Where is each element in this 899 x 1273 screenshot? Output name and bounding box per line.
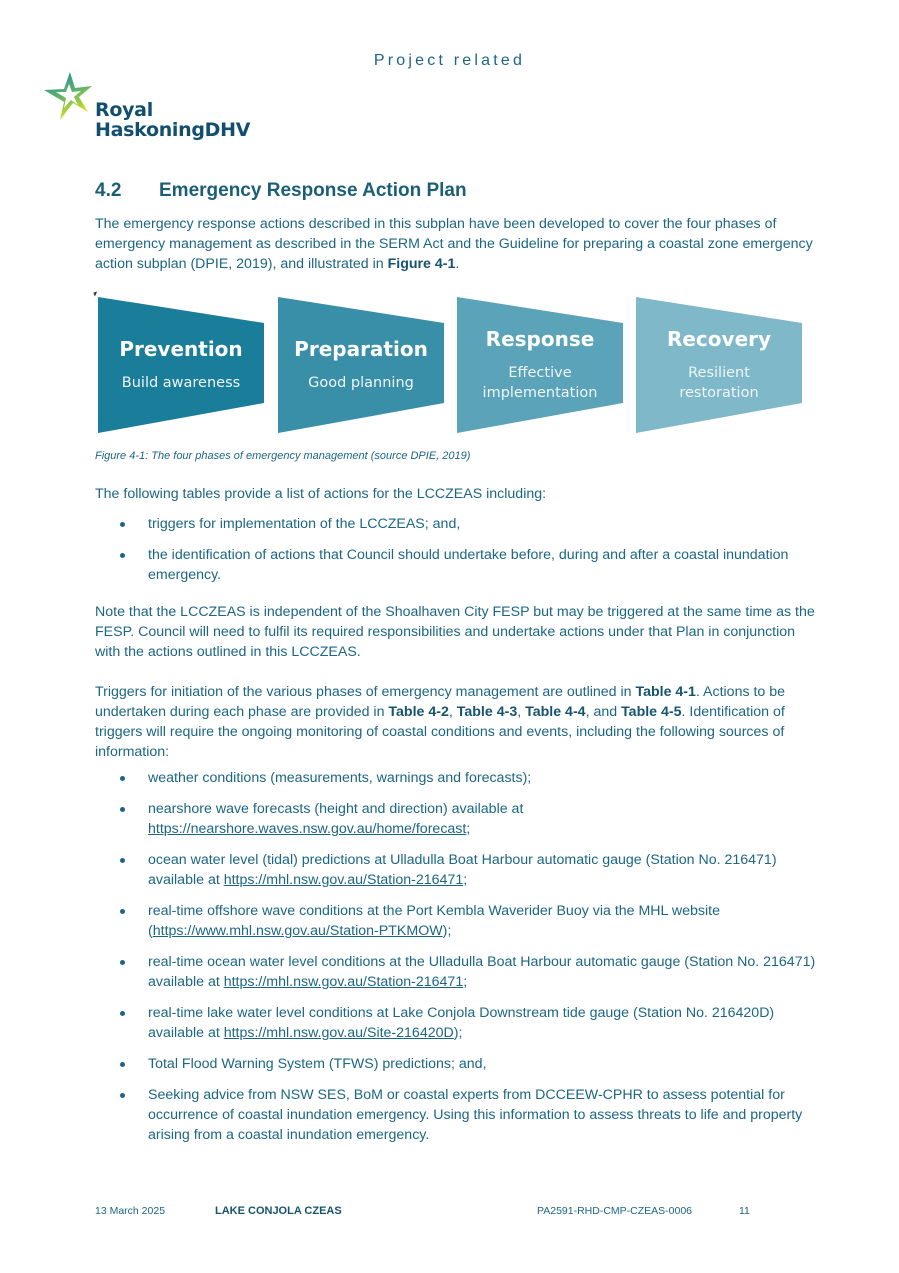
bullet-icon: [120, 909, 125, 914]
list-item: the identification of actions that Council should undertake before, during and after a coastal inundation emergency.: [95, 545, 825, 585]
table-reference[interactable]: Table 4-4: [525, 704, 586, 720]
phase-response: Response Effective implementation: [457, 297, 623, 433]
table-reference[interactable]: Table 4-5: [621, 704, 682, 720]
bullet-icon: [120, 553, 125, 558]
section-heading: [95, 180, 467, 202]
table-reference[interactable]: Table 4-3: [456, 704, 518, 720]
table-reference[interactable]: Table 4-2: [388, 704, 449, 720]
section-title: Emergency Response Action Plan: [159, 180, 467, 201]
station-216471-link[interactable]: https://mhl.nsw.gov.au/Station-216471: [223, 872, 464, 888]
actions-list: [95, 514, 825, 596]
station-216471-link[interactable]: https://mhl.nsw.gov.au/Station-216471: [223, 974, 464, 990]
footer-page-number: 11: [739, 1205, 750, 1217]
table-reference[interactable]: Table 4-1: [635, 684, 696, 700]
mouse-cursor-icon: [93, 291, 98, 296]
sources-list: [95, 768, 825, 1156]
bullet-icon: [120, 858, 125, 863]
list-item: real-time lake water level conditions at Lake Conjola Downstream tide gauge (Station No. 216420D) available at https://mhl.nsw.gov.au/Site-216420D);: [95, 1003, 825, 1043]
bullet-icon: [120, 1093, 125, 1098]
station-ptkmow-link[interactable]: https://www.mhl.nsw.gov.au/Station-PTKMOW: [152, 923, 443, 939]
bullet-icon: [120, 522, 125, 527]
list-item: ocean water level (tidal) predictions at Ulladulla Boat Harbour automatic gauge (Station No. 216471) available at https://mhl.nsw.gov.au/Station-216471;: [95, 850, 825, 890]
figure-reference[interactable]: Figure 4-1: [387, 256, 456, 272]
nearshore-forecast-link[interactable]: https://nearshore.waves.nsw.gov.au/home/forecast: [148, 821, 467, 837]
footer-date: 13 March 2025: [95, 1205, 166, 1217]
list-item: real-time offshore wave conditions at the Port Kembla Waverider Buoy via the MHL website (https://www.mhl.nsw.gov.au/Station-PTKMOW);: [95, 901, 825, 941]
bullet-icon: [120, 1011, 125, 1016]
list-item: Seeking advice from NSW SES, BoM or coastal experts from DCCEEW-CPHR to assess potential for occurrence of coastal inundation emergency. Using this information to assess threats to life and property arising from a coastal inundation emergency.: [95, 1085, 825, 1145]
figure-caption: Figure 4-1: The four phases of emergency management (source DPIE, 2019): [95, 450, 471, 462]
bullet-icon: [120, 960, 125, 965]
note-paragraph: Note that the LCCZEAS is independent of the Shoalhaven City FESP but may be triggered at the same time as the FESP. Council will need to fulfil its required responsibilities and undertake actions under that Plan in conjunction with the actions outlined in this LCCZEAS.: [95, 604, 815, 660]
list-item: Total Flood Warning System (TFWS) predictions; and,: [95, 1054, 825, 1074]
footer-doc-id: PA2591-RHD-CMP-CZEAS-0006: [537, 1205, 693, 1217]
list-item: real-time ocean water level conditions at the Ulladulla Boat Harbour automatic gauge (Station No. 216471) available at https://mhl.nsw.gov.au/Station-216471;: [95, 952, 825, 992]
phase-prevention: Prevention Build awareness: [98, 297, 264, 433]
bullet-icon: [120, 1062, 125, 1067]
triggers-paragraph: Triggers for initiation of the various phases of emergency management are outlined in Table 4-1. Actions to be undertaken during each phase are provided in Table 4-2, Table 4-3, Table 4-4, and Table 4-5. Identification of triggers will require the ongoing monitoring of coastal conditions and events, including the following sources of information:: [95, 684, 786, 760]
list-item: triggers for implementation of the LCCZEAS; and,: [95, 514, 825, 534]
list-item: nearshore wave forecasts (height and direction) available at https://nearshore.waves.nsw.gov.au/home/forecast;: [95, 799, 825, 839]
section-number: 4.2: [95, 180, 122, 201]
footer-project: LAKE CONJOLA CZEAS: [215, 1205, 342, 1217]
phases-figure: [98, 297, 803, 433]
company-logo: [42, 70, 252, 150]
intro-paragraph: The emergency response actions described in this subplan have been developed to cover the four phases of emergency management as described in the SERM Act and the Guideline for preparing a coastal zone emergency action subplan (DPIE, 2019), and illustrated in Figure 4-1.: [95, 216, 813, 272]
bullet-icon: [120, 776, 125, 781]
phase-recovery: Recovery Resilient restoration: [636, 297, 802, 433]
star-logo-icon: [42, 70, 102, 130]
site-216420d-link[interactable]: https://mhl.nsw.gov.au/Site-216420D: [223, 1025, 454, 1041]
header-label: Project related: [373, 52, 526, 69]
logo-text: Royal HaskoningDHV: [95, 99, 251, 141]
list-intro: The following tables provide a list of actions for the LCCZEAS including:: [95, 486, 547, 502]
phase-preparation: Preparation Good planning: [278, 297, 444, 433]
list-item: weather conditions (measurements, warnings and forecasts);: [95, 768, 825, 788]
bullet-icon: [120, 807, 125, 812]
